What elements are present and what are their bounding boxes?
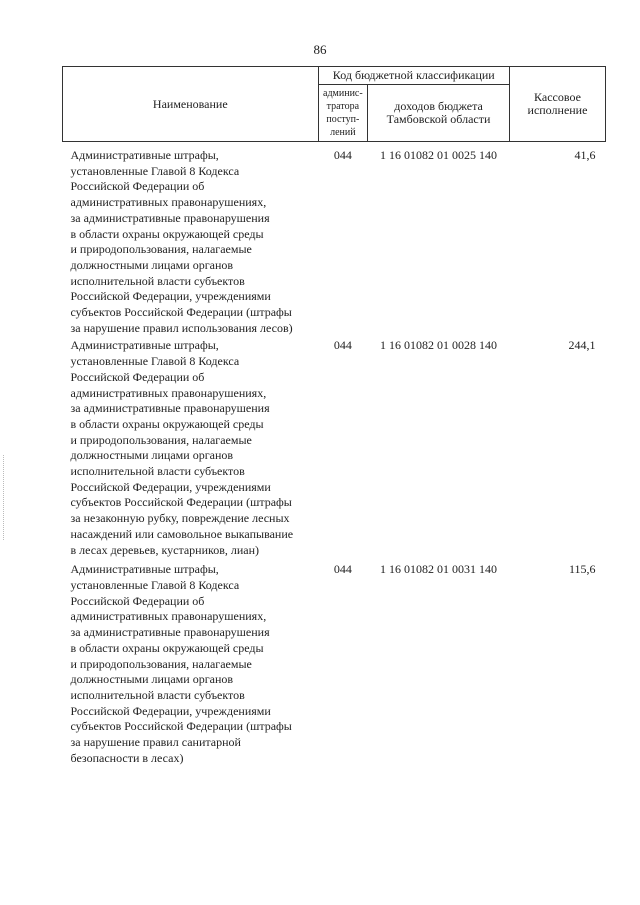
row-name-line: за административные правонарушения [70,401,270,416]
row-name-line: за административные правонарушения [70,625,270,640]
row-name-line: субъектов Российской Федерации (штрафы [70,495,292,510]
row-name [63,558,319,766]
header-admin-line: админис- [323,88,363,99]
row-name-line: безопасности в лесах) [70,750,184,765]
row-admin-code: 044 [333,338,352,353]
row-name [63,336,319,558]
row-name-line: должностными лицами органов [70,257,234,272]
row-name-line: за нарушение правил использования лесов) [70,320,293,335]
row-name-line: Российской Федерации, учреждениями [70,703,271,718]
row-name-line: административных правонарушениях, [70,609,267,624]
row-admin-code: 044 [333,562,352,577]
table-row [63,142,606,337]
table-row [63,558,606,766]
row-name-line: Российской Федерации об [70,369,205,384]
row-name-line: в области охраны окружающей среды [70,640,264,655]
header-income-line: доходов бюджета [394,99,483,113]
row-name-line: исполнительной власти субъектов [70,464,245,479]
header-execution [509,67,605,142]
row-name-line: Российской Федерации, учреждениями [70,479,271,494]
row-name [63,142,319,337]
row-name-line: административных правонарушениях, [70,385,267,400]
row-name-line: и природопользования, налагаемые [70,432,252,447]
header-execution-line: исполнение [527,103,588,117]
row-name-line: должностными лицами органов [70,448,234,463]
row-name-line: Российской Федерации об [70,179,205,194]
header-income-line: Тамбовской области [386,112,491,126]
row-name-line: насаждений или самовольное выкапывание [70,526,294,541]
row-amount: 244,1 [568,338,596,353]
row-name-line: за нарушение правил санитарной [70,735,241,750]
row-name-line: Административные штрафы, [70,148,219,162]
margin-mark [3,455,5,540]
header-name: Наименование [63,67,319,142]
row-name-line: Административные штрафы, [70,562,219,577]
row-name-line: Российской Федерации об [70,593,205,608]
row-name-line: субъектов Российской Федерации (штрафы [70,305,292,320]
row-income-code: 1 16 01082 01 0028 140 [380,338,498,353]
row-income-code: 1 16 01082 01 0025 140 [380,148,498,162]
row-name-line: должностными лицами органов [70,672,234,687]
table-row [63,336,606,558]
row-income-code: 1 16 01082 01 0031 140 [380,562,498,577]
row-name-line: и природопользования, налагаемые [70,656,252,671]
header-admin-line: лений [330,127,356,138]
row-name-line: в лесах деревьев, кустарников, лиан) [70,542,260,557]
row-name-line: установленные Главой 8 Кодекса [70,163,240,178]
row-name-line: исполнительной власти субъектов [70,273,245,288]
page-number: 86 [313,42,327,57]
row-amount: 41,6 [574,148,596,162]
header-admin-line: поступ- [326,114,360,125]
row-name-line: Административные штрафы, [70,338,219,353]
header-admin [318,85,368,142]
row-name-line: за административные правонарушения [70,210,270,225]
header-code-group: Код бюджетной классификации [318,67,509,85]
row-name-line: административных правонарушениях, [70,195,267,210]
row-name-line: субъектов Российской Федерации (штрафы [70,719,292,734]
row-amount: 115,6 [568,562,596,577]
row-name-line: исполнительной власти субъектов [70,687,245,702]
row-name-line: установленные Главой 8 Кодекса [70,354,240,369]
header-income [368,85,510,142]
row-name-line: в области охраны окружающей среды [70,226,264,241]
header-admin-line: тратора [326,101,360,112]
row-name-line: в области охраны окружающей среды [70,416,264,431]
row-name-line: и природопользования, налагаемые [70,242,252,257]
row-name-line: за незаконную рубку, повреждение лесных [70,511,290,526]
row-admin-code: 044 [333,148,352,162]
table-body [63,142,606,767]
row-name-line: Российской Федерации, учреждениями [70,289,271,304]
row-name-line: установленные Главой 8 Кодекса [70,577,240,592]
budget-table [62,66,606,766]
header-execution-line: Кассовое [534,90,581,104]
